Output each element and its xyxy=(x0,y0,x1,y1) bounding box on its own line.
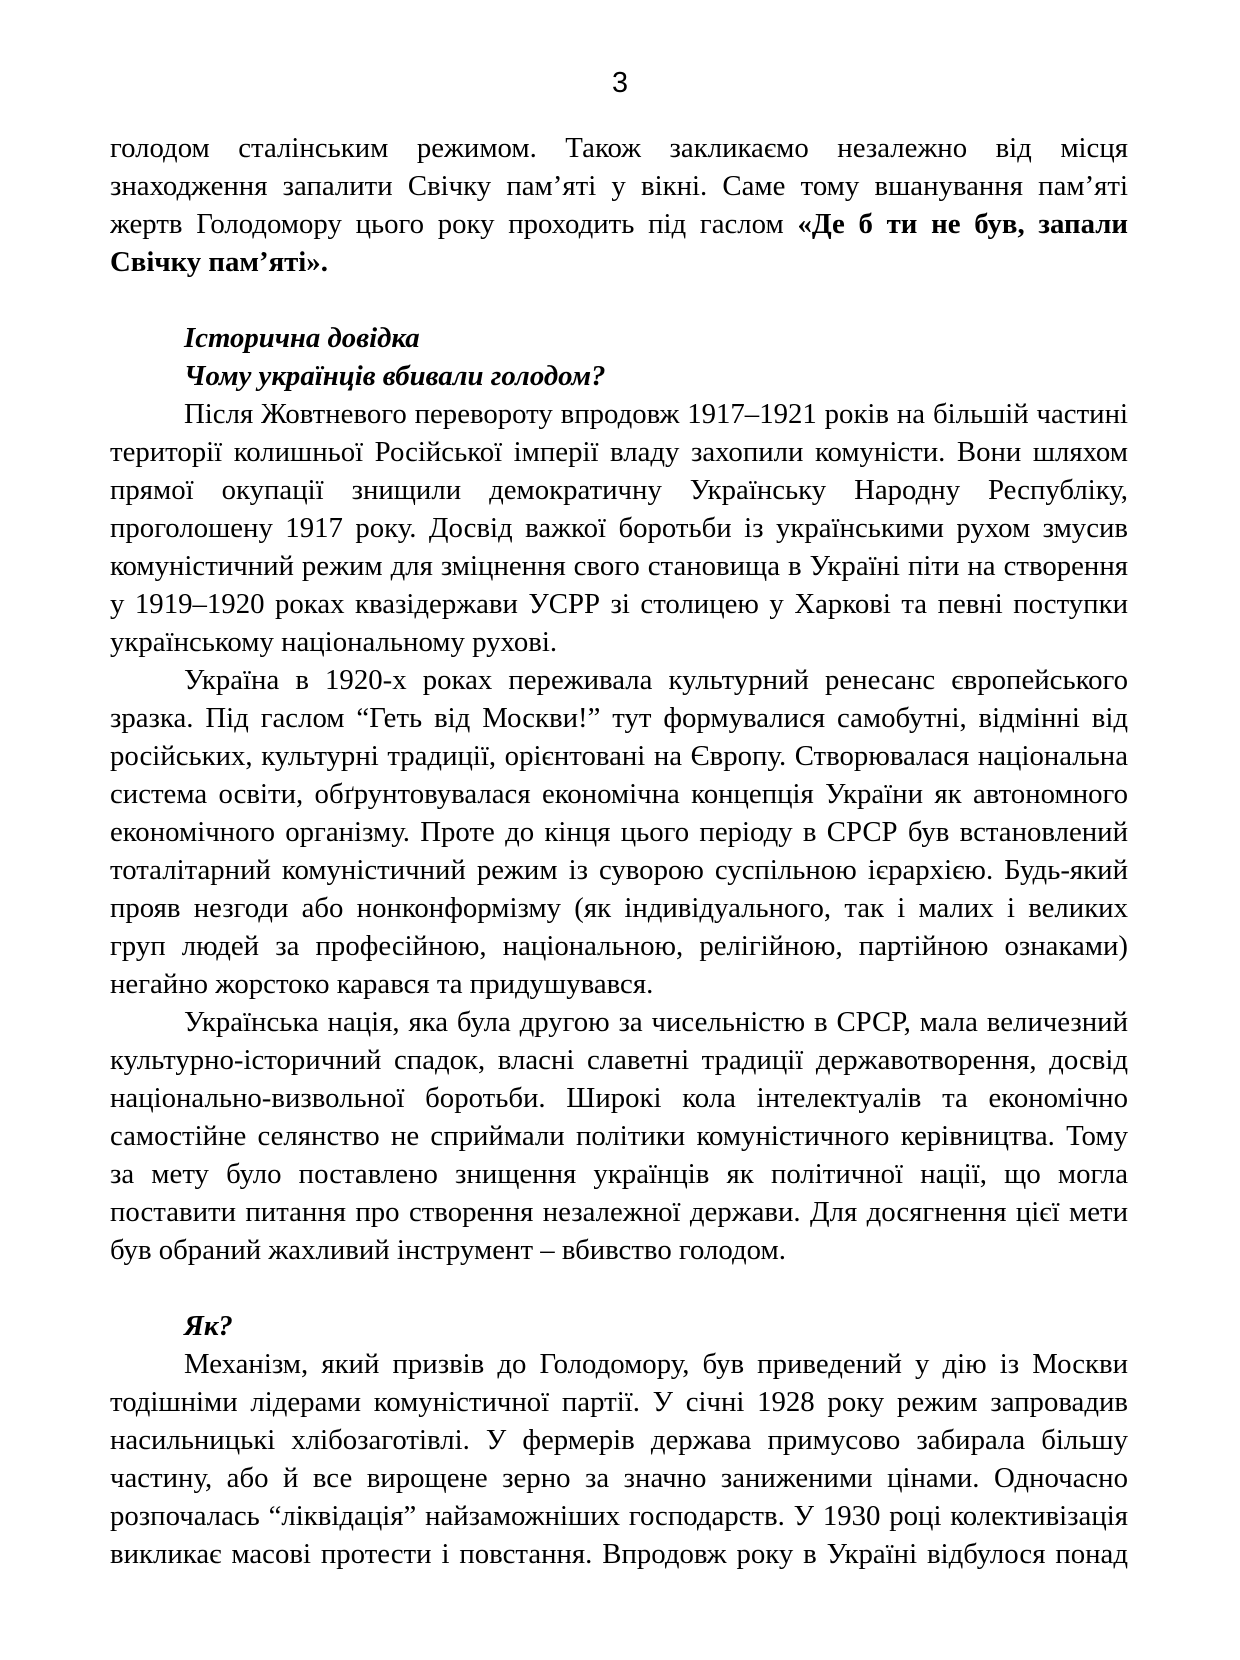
text-segment: Україна в 1920-х роках переживала культурний ренесанс європейського xyxy=(184,664,1128,696)
text-line xyxy=(110,471,1128,509)
text-line xyxy=(110,737,1128,775)
text-line xyxy=(110,851,1128,889)
text-segment: комуністичний режим для зміцнення свого становища в Україні піти на створення xyxy=(110,550,1128,582)
text-line xyxy=(110,775,1128,813)
text-line xyxy=(110,1041,1128,1079)
text-segment: культурно-історичний спадок, власні славетні традиції державотворення, досвід xyxy=(110,1044,1128,1076)
text-line xyxy=(110,509,1128,547)
text-line xyxy=(110,433,1128,471)
text-segment: жертв Голодомору цього року проходить під гаслом xyxy=(110,208,798,240)
text-segment: тоталітарний комуністичний режим із суворою суспільною ієрархією. Будь-який xyxy=(110,854,1128,886)
text-segment: груп людей за професійною, національною, релігійною, партійною ознаками) xyxy=(110,930,1128,962)
text-line xyxy=(110,1459,1128,1497)
document-page xyxy=(0,64,1240,1660)
text-segment: економічного організму. Проте до кінця цього періоду в СРСР був встановлений xyxy=(110,816,1128,848)
text-line xyxy=(110,813,1128,851)
text-line xyxy=(110,585,1128,623)
text-segment: у 1919–1920 роках квазідержави УСРР зі столицею у Харкові та певні поступки xyxy=(110,588,1128,620)
text-line xyxy=(110,395,1128,433)
text-line xyxy=(110,1231,1128,1269)
text-segment: знаходження запалити Свічку пам’яті у вікні. Саме тому вшанування пам’яті xyxy=(110,170,1128,202)
text-segment: проголошену 1917 року. Досвід важкої боротьби із українськими рухом змусив xyxy=(110,512,1128,544)
text-line xyxy=(110,129,1128,167)
text-line xyxy=(110,623,1128,661)
text-segment: викликає масові протести і повстання. Впродовж року в Україні відбулося понад xyxy=(110,1538,1128,1570)
text-segment: система освіти, обґрунтовувалася економічна концепція України як автономного xyxy=(110,778,1128,810)
section-heading: Чому українців вбивали голодом? xyxy=(184,360,606,392)
text-line xyxy=(110,1535,1128,1573)
text-line xyxy=(110,927,1128,965)
text-line xyxy=(110,1003,1128,1041)
text-segment: зразка. Під гаслом “Геть від Москви!” тут формувалися самобутні, відмінні від xyxy=(110,702,1128,734)
section-heading: Історична довідка xyxy=(184,322,420,354)
text-segment: прояв незгоди або нонконформізму (як індивідуального, так і малих і великих xyxy=(110,892,1128,924)
text-line xyxy=(110,661,1128,699)
document-body xyxy=(110,129,1128,1573)
text-segment: Механізм, який призвів до Голодомору, був приведений у дію із Москви xyxy=(184,1348,1128,1380)
text-line xyxy=(110,1497,1128,1535)
text-segment: поставити питання про створення незалежної держави. Для досягнення цієї мети xyxy=(110,1196,1128,1228)
text-line xyxy=(110,243,1128,281)
text-line xyxy=(110,1155,1128,1193)
text-line xyxy=(110,699,1128,737)
text-line xyxy=(110,1117,1128,1155)
text-line xyxy=(110,1079,1128,1117)
text-segment: російських, культурні традиції, орієнтовані на Європу. Створювалася національна xyxy=(110,740,1128,772)
text-line xyxy=(110,167,1128,205)
bold-text-segment: Свічку пам’яті». xyxy=(110,246,328,278)
text-line xyxy=(110,1345,1128,1383)
text-segment: негайно жорстоко карався та придушувався. xyxy=(110,968,654,1000)
text-line xyxy=(110,889,1128,927)
text-line xyxy=(110,965,1128,1003)
text-segment: території колишньої Російської імперії владу захопили комуністи. Вони шляхом xyxy=(110,436,1128,468)
text-segment: насильницькі хлібозаготівлі. У фермерів держава примусово забирала більшу xyxy=(110,1424,1128,1456)
page-number: 3 xyxy=(611,67,628,99)
text-segment: був обраний жахливий інструмент – вбивство голодом. xyxy=(110,1234,786,1266)
text-segment: Українська нація, яка була другою за чисельністю в СРСР, мала величезний xyxy=(184,1006,1128,1038)
text-line xyxy=(110,1193,1128,1231)
section-heading: Як? xyxy=(184,1310,233,1342)
text-segment: національно-визвольної боротьби. Широкі кола інтелектуалів та економічно xyxy=(110,1082,1128,1114)
text-line xyxy=(110,205,1128,243)
text-segment: голодом сталінським режимом. Також закликаємо незалежно від місця xyxy=(110,132,1128,164)
text-segment: прямої окупації знищили демократичну Українську Народну Республіку, xyxy=(110,474,1128,506)
text-line xyxy=(110,547,1128,585)
text-segment: за мету було поставлено знищення українців як політичної нації, що могла xyxy=(110,1158,1128,1190)
bold-text-segment: «Де б ти не був, запали xyxy=(797,208,1128,240)
text-segment: Після Жовтневого перевороту впродовж 1917–1921 років на більшій частині xyxy=(184,398,1128,430)
text-segment: розпочалась “ліквідація” найзаможніших господарств. У 1930 році колективізація xyxy=(110,1500,1128,1532)
text-segment: частину, або й все вирощене зерно за значно заниженими цінами. Одночасно xyxy=(110,1462,1128,1494)
text-segment: самостійне селянство не сприймали політики комуністичного керівництва. Тому xyxy=(110,1120,1128,1152)
text-line xyxy=(110,1383,1128,1421)
text-line xyxy=(110,1421,1128,1459)
text-segment: українському національному рухові. xyxy=(110,626,558,658)
text-segment: тодішніми лідерами комуністичної партії. У січні 1928 року режим запровадив xyxy=(110,1386,1128,1418)
